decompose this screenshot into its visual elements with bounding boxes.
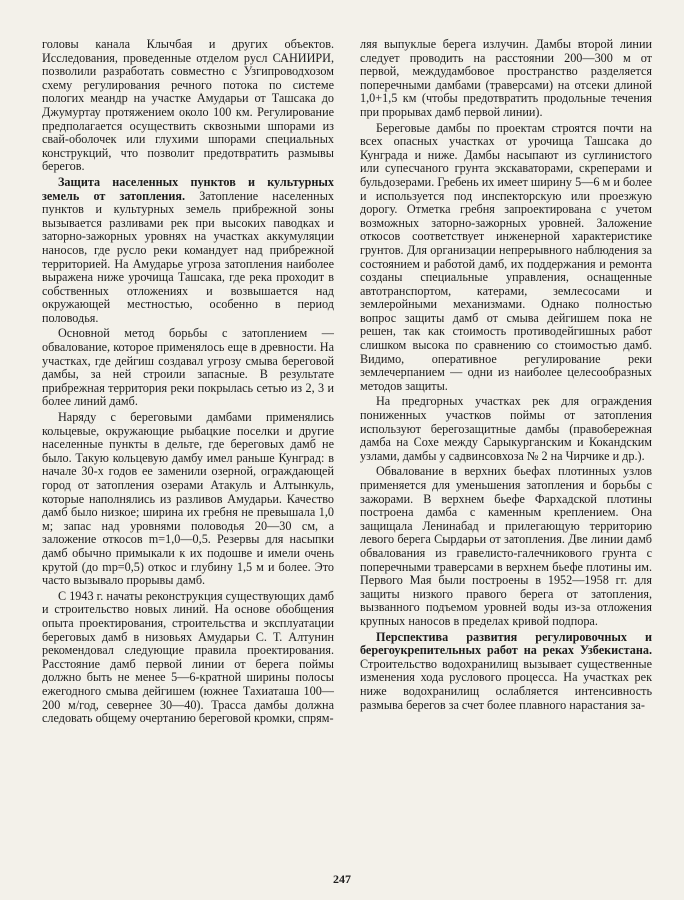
right-column xyxy=(360,38,652,712)
paragraph: Наряду с береговыми дамбами применялись кольцевые, окружающие рыбацкие поселки и другие населенные пункты в дельте, где береговых дамб не было. Такую кольцевую дамбу имел раньше Кунград: в начале 30-х годов ее заменили озерной, ограждающей город от затопления озерами Атакуль и Алтынкуль, которые наполнялись из разливов Амударьи. Качество дамб было низкое; ширина их гребня не превышала 1,0 м; запас над уровнями половодья 20—30 см, а заложение откосов m=1,0—0,5. Резервы для насыпки дамб обычно примыкали к их подошве и имели очень крутой (до mp=0,5) откос и глубину 1,5 м и более. Это часто вызывало прорывы дамб. xyxy=(42,410,334,588)
paragraph-text: Затопление населенных пунктов и культурных земель прибрежной зоны вызывается разливами рек при высоких паводках и заторно-зажорных уровнях на участках аккумуляции наносов, где русло реки командует над прибрежной территорией. На Амударье угроза затопления наиболее выражена ниже урочища Ташсака, где река проходит в собственных отложениях и возвышается над окружающей местностью, особенно в период половодья. xyxy=(42,188,334,325)
paragraph: головы канала Клычбая и других объектов. Исследования, проведенные отделом русл САНИИРИ, позволили разработать совместно с Узгипроводхозом схему регулирования речного потока по системе пологих меандр на участке Амударьи от Ташсака до Джумуртау протяжением около 100 км. Регулирование предполагается осуществить сквозными шпорами из свай-оболочек или глухими шпорами специальных конструкций, что позволит предотвратить размывы берегов. xyxy=(42,37,334,174)
left-column xyxy=(42,38,334,726)
paragraph: Береговые дамбы по проектам строятся почти на всех опасных участках от урочища Ташсака до Кунграда и ниже. Дамбы насыпают из суглинистого или супесчаного грунта экскаваторами, скреперами и бульдозерами. Гребень их имеет ширину 5—6 м и более и используется под инспекторскую или проезжую дорогу. Отметка гребня запроектирована с учетом возможных заторно-зажорных уровней. Заложение откосов соответствует инженерной характеристике грунтов. Для организации непрерывного наблюдения за состоянием и работой дамб, их поддержания и ремонта созданы специальные управления, оснащенные автотранспортом, катерами, землесосами и землеройными механизмами. Однако полностью вопрос защиты дамб от смыва дейгишем пока не решен, так как стоимость противодейгишных работ слишком высока по сравнению со стоимостью дамб. Видимо, оперативное регулирование реки землечерпанием — одни из наиболее целесообразных методов защиты. xyxy=(360,120,652,393)
paragraph: С 1943 г. начаты реконструкция существующих дамб и строительство новых линий. На основе обобщения опыта проектирования, строительства и эксплуатации береговых дамб в низовьях Амударьи С. Т. Алтунин рекомендовал следующие правила проектирования. Расстояние дамб первой линии от берега поймы должно быть не менее 5—6-кратной ширины полосы ежегодного смыва дейгишем (южнее Тахиаташа 100—200 м/год, севернее 30—40). Трасса дамбы должна следовать общему очертанию береговой кромки, спрям- xyxy=(42,588,334,726)
paragraph: ляя выпуклые берега излучин. Дамбы второй линии следует проводить на расстоянии 200—300 м от первой, междудамбовое пространство разделяется поперечными дамбами (траверсами) на отсеки длиной 1,0+1,5 км (чтобы предотвратить продольные течения при прорывах дамб первой линии). xyxy=(360,37,652,119)
paragraph: Основной метод борьбы с затоплением — обвалование, которое применялось еще в древности. На участках, где дейгиш создавал угрозу смыва береговой дамбы, за ней строили запасные. В результате прибрежная территория реки покрылась сетью из 2, 3 и более линий дамб. xyxy=(42,326,334,409)
paragraph-section-protection xyxy=(42,176,334,326)
paragraph: Обвалование в верхних бьефах плотинных узлов применяется для уменьшения затопления и борьбы с зажорами. В верхнем бьефе Фархадской плотины построена дамба с каменным креплением. Она защищала Ленинабад и прилегающую территорию левого берега Сырдарьи от затопления. Две линии дамб обвалования из гравелисто-галечникового грунта с поперечными траверсами в верхнем бьефе плотины им. Первого Мая были построены в 1952—1958 гг. для защиты низкого правого берега от затопления, вызванного подъемом уровней воды из-за отложения крупных наносов в пределах кривой подпора. xyxy=(360,464,652,628)
paragraph-section-perspective xyxy=(360,631,652,713)
paragraph: На предгорных участках рек для ограждения пониженных участков поймы от затопления используют берегозащитные дамбы (правобережная дамба на Сохе между Сарыкурганским и Кокандским узлами, дамбы у садвинсовхоза № 2 на Чирчике и др.). xyxy=(360,394,652,463)
section-heading: Перспектива развития регулировочных и берегоукрепительных работ на реках Узбекистана. xyxy=(360,629,652,658)
section-heading: Защита населенных пунктов и культурных земель от затопления. xyxy=(42,174,334,203)
page-number: 247 xyxy=(333,872,351,886)
paragraph-text: Строительство водохранилищ вызывает существенные изменения хода руслового процесса. На участках рек ниже водохранилищ ослабляется интенсивность размыва берегов за счет более плавного нарастания за- xyxy=(360,656,652,712)
